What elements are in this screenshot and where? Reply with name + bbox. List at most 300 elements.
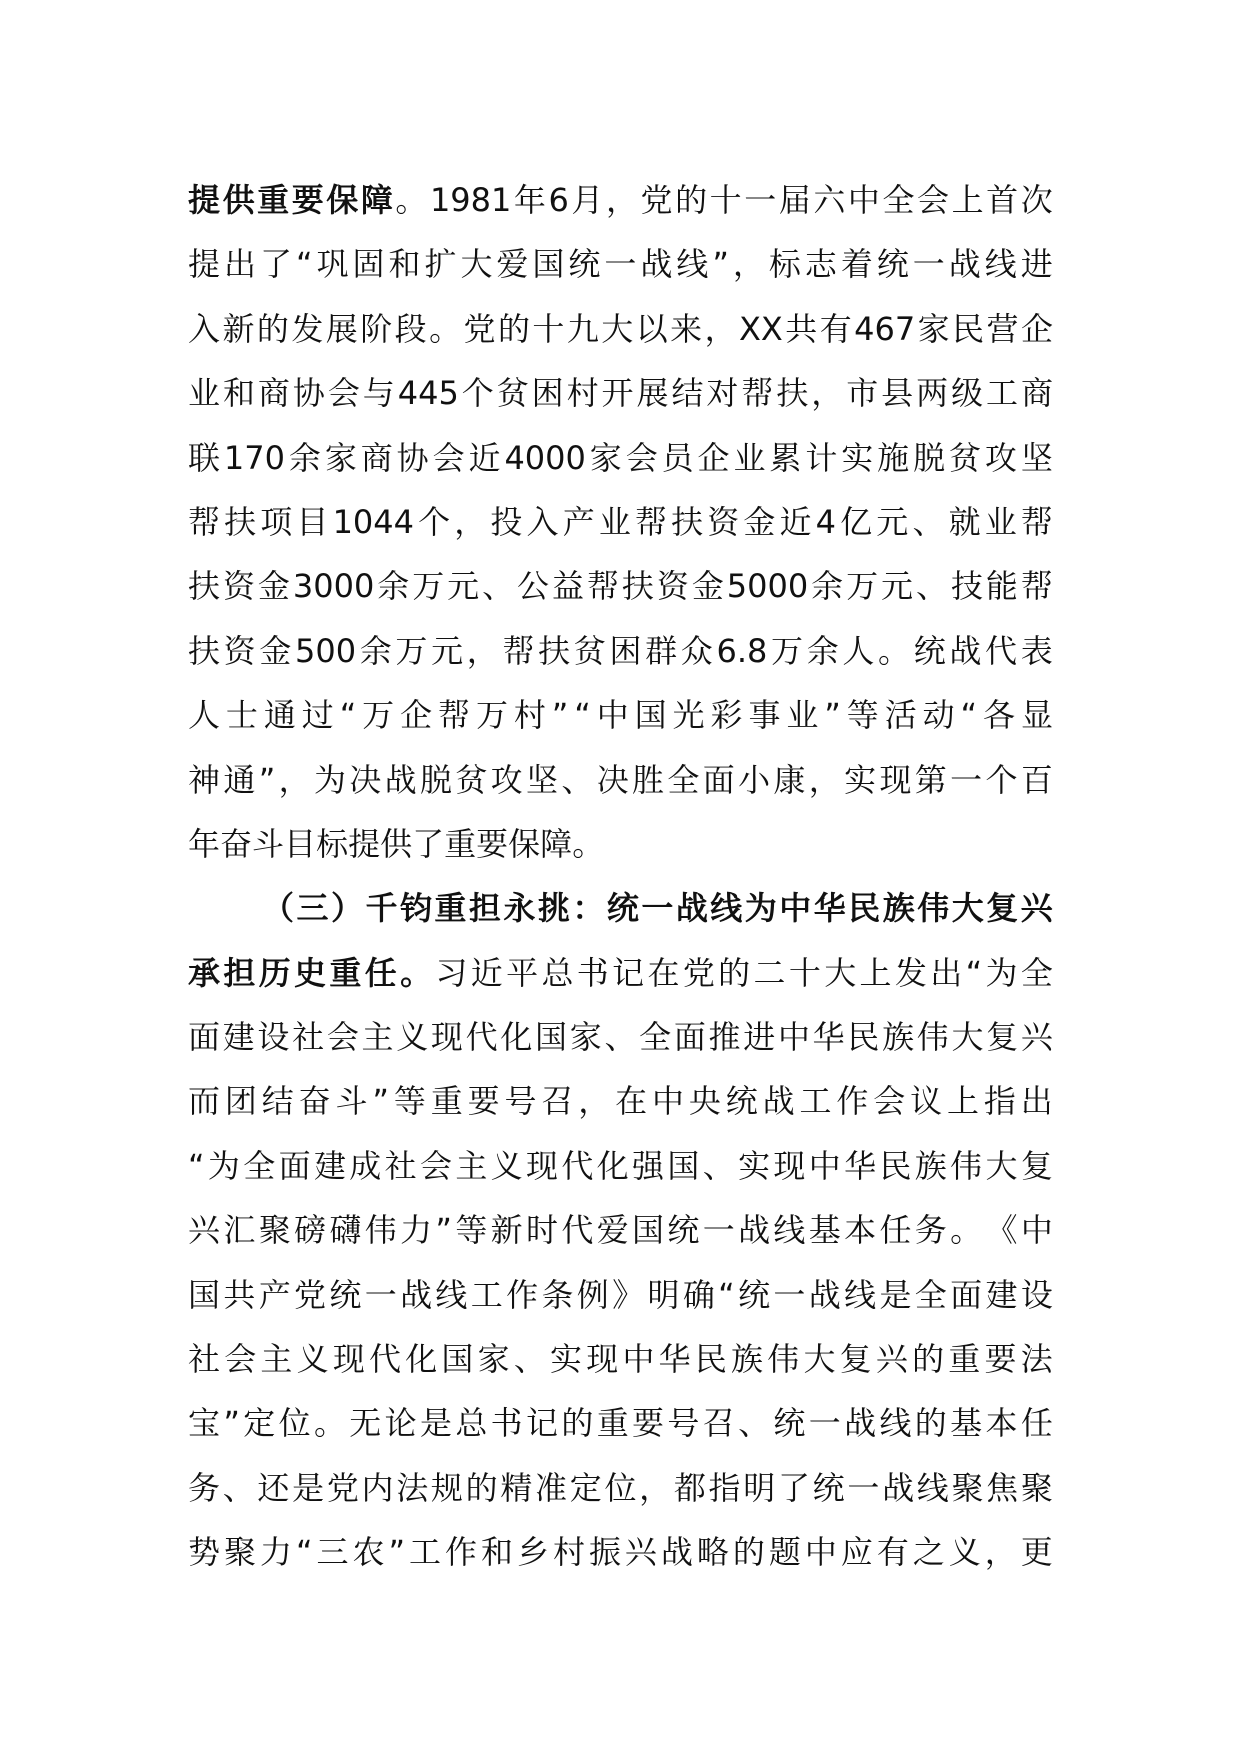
text-run: 员 (661, 438, 694, 477)
text-run: “ (188, 1146, 205, 1185)
text-run: 民 (952, 309, 985, 348)
text-run: 中 (777, 1018, 810, 1057)
text-run: 明 (743, 1468, 776, 1507)
text-run: 入 (188, 309, 221, 348)
text-run: 义 (948, 1533, 981, 1572)
text-run: 战 (400, 1275, 433, 1314)
text-run: 为 (744, 889, 777, 928)
text-run: 产 (562, 502, 595, 541)
text-run: 工 (986, 374, 1019, 413)
text-run: 协 (396, 438, 429, 477)
text-run: 金 (257, 567, 290, 606)
text-run: 事 (748, 696, 781, 735)
text-run: 共 (223, 1275, 256, 1314)
text-run: 胜 (632, 760, 665, 799)
text-run: 复 (1020, 1146, 1053, 1185)
text-run: 全 (639, 1018, 672, 1057)
text-run: 、 (513, 1340, 546, 1379)
text-run: 会 (625, 438, 658, 477)
text-run: ” (712, 245, 729, 284)
text-run: 题 (768, 1533, 801, 1572)
text-run: “ (295, 245, 313, 284)
text-run: 过 (301, 696, 334, 735)
text-run: 作 (445, 1533, 478, 1572)
text-run: 次 (1020, 181, 1053, 219)
text-run: 有 (876, 1533, 909, 1572)
text-run: ） (330, 889, 363, 928)
text-run: 本 (985, 1404, 1018, 1443)
text-run: 6.8 (716, 631, 768, 670)
text-run: 是 (879, 1275, 912, 1314)
text-run: 和 (222, 374, 255, 413)
text-run: 战 (808, 1275, 841, 1314)
text-line (188, 748, 1053, 812)
text-run: 提 (188, 245, 221, 284)
text-run: 召 (702, 1404, 735, 1443)
text-run: “ (339, 696, 357, 735)
text-run: 现 (586, 1340, 619, 1379)
text-run: 基 (950, 1404, 983, 1443)
text-run: 华 (658, 1340, 691, 1379)
text-run: 对 (706, 374, 739, 413)
text-run: 要 (291, 181, 324, 219)
text-run: 为 (313, 760, 346, 799)
text-run: ： (572, 889, 605, 928)
text-run: 5000 (726, 567, 809, 606)
text-run: 要 (467, 1082, 500, 1121)
text-run: 展 (636, 374, 669, 413)
text-run: 出 (930, 953, 963, 992)
text-run: 动 (922, 696, 955, 735)
text-run: XX (739, 309, 783, 348)
text-run: 钧 (399, 889, 432, 928)
document-page (188, 168, 1053, 1585)
text-run: 一 (912, 245, 945, 284)
text-run: 代 (369, 1340, 402, 1379)
text-run: 国 (667, 1146, 700, 1185)
text-run: 党 (640, 181, 673, 219)
text-run: 化 (596, 1146, 629, 1185)
text-run: 开 (601, 374, 634, 413)
text-run: ， (639, 1468, 672, 1507)
text-run: 位 (604, 1468, 637, 1507)
text-run: 精 (500, 1468, 533, 1507)
text-run: 业 (733, 438, 766, 477)
text-run: 业 (598, 502, 631, 541)
text-run: 。 (572, 824, 605, 863)
text-run: ， (704, 309, 737, 348)
text-run: 主 (455, 1146, 488, 1185)
text-run: 定 (569, 1468, 602, 1507)
text-run: 规 (430, 1468, 463, 1507)
text-run: 的 (561, 1404, 594, 1443)
text-line (188, 683, 1053, 747)
text-run: 。 (429, 309, 462, 348)
text-run: 统 (725, 1082, 758, 1121)
text-run: 人 (188, 696, 221, 735)
text-run: 上 (946, 1082, 979, 1121)
text-run: 金 (743, 502, 776, 541)
text-run: 与 (362, 374, 395, 413)
text-run: 攻 (984, 438, 1017, 477)
text-run: 新 (222, 309, 255, 348)
text-run: 万 (395, 631, 428, 670)
text-run: 挑 (537, 889, 570, 928)
text-run: 中 (779, 889, 812, 928)
text-run: 要 (476, 824, 509, 863)
text-run: 万 (846, 567, 879, 606)
text-run: 统 (329, 1275, 362, 1314)
text-run: 磅 (294, 1211, 327, 1250)
text-run: 实 (844, 760, 877, 799)
text-run: 号 (667, 1404, 700, 1443)
text-run: 资 (707, 502, 740, 541)
text-run: 中 (808, 1146, 841, 1185)
text-run: 义 (296, 1340, 329, 1379)
text-line (188, 619, 1053, 683)
text-run: 伟 (916, 1018, 949, 1057)
text-run: 现 (526, 1146, 559, 1185)
text-run: 任 (879, 1211, 912, 1250)
text-run: ” (258, 760, 276, 799)
text-line (188, 941, 1053, 1005)
text-run: 供 (222, 181, 255, 219)
text-run: 聚 (1020, 1468, 1053, 1507)
text-run: 表 (1020, 631, 1053, 670)
text-run: 准 (535, 1468, 568, 1507)
text-run: 线 (435, 1275, 468, 1314)
text-run: 历 (258, 953, 291, 992)
text-run: 工 (799, 1082, 832, 1121)
text-run: 的 (718, 953, 751, 992)
text-run: 国 (632, 1211, 665, 1250)
text-run: 央 (688, 1082, 721, 1121)
text-run: 、 (702, 1146, 735, 1185)
text-run: 。 (395, 181, 428, 219)
text-run: 个 (461, 374, 494, 413)
text-run: 标 (316, 824, 349, 863)
text-run: 战 (949, 631, 982, 670)
text-run: 爱 (596, 1211, 629, 1250)
text-run: 上 (859, 953, 892, 992)
text-run: 现 (773, 1146, 806, 1185)
text-run: ” (388, 1533, 406, 1572)
text-run: 兴 (1020, 1018, 1053, 1057)
text-run: 千 (365, 889, 398, 928)
text-run: 焦 (986, 1468, 1019, 1507)
text-run: 会 (432, 438, 465, 477)
text-run: 发 (291, 309, 324, 348)
text-run: ， (808, 760, 841, 799)
text-run: 代 (561, 1211, 594, 1250)
text-line (188, 1134, 1053, 1198)
text-run: 目 (296, 502, 329, 541)
text-run: 记 (612, 953, 645, 992)
text-run: 战 (738, 1211, 771, 1250)
text-run: 出 (223, 245, 256, 284)
text-run: 一 (808, 1404, 841, 1443)
text-run: 重 (329, 953, 362, 992)
text-run: 指 (983, 1082, 1016, 1121)
text-run: 务 (188, 1468, 221, 1507)
text-run: 资 (656, 567, 689, 606)
text-run: 力 (259, 1533, 292, 1572)
text-run: 重 (948, 1340, 981, 1379)
text-run: 阶 (360, 309, 393, 348)
text-run: ” (824, 696, 841, 735)
text-run: 中 (651, 1082, 684, 1121)
text-run: 等 (846, 696, 879, 735)
text-run: 、 (916, 567, 949, 606)
text-run: 九 (566, 309, 599, 348)
text-run: 一 (950, 760, 983, 799)
text-line (188, 168, 1053, 232)
text-run: 营 (986, 309, 1019, 348)
text-run: ， (732, 245, 765, 284)
text-run: 的 (465, 1468, 498, 1507)
text-run: 更 (1020, 1533, 1053, 1572)
text-run: 重 (257, 181, 290, 219)
text-run: 永 (503, 889, 536, 928)
text-run: 强 (632, 1146, 665, 1185)
text-run: 务 (914, 1211, 947, 1250)
text-run: 近 (470, 953, 503, 992)
text-run: 化 (500, 1018, 533, 1057)
text-run: 企 (697, 438, 730, 477)
text-run: 线 (916, 1468, 949, 1507)
text-run: “ (965, 953, 983, 992)
text-run: 贫 (455, 760, 488, 799)
text-run: 建 (222, 1018, 255, 1057)
text-line (188, 1456, 1053, 1520)
text-run: 来 (670, 309, 703, 348)
text-run: 内 (361, 1468, 394, 1507)
text-run: 现 (430, 1018, 463, 1057)
text-run: 大 (460, 245, 493, 284)
text-run: 企 (1020, 309, 1053, 348)
text-run: 一 (604, 245, 637, 284)
text-run: 扶 (188, 631, 221, 670)
text-line (188, 426, 1053, 490)
text-run: 党 (682, 953, 715, 992)
text-run: 复 (986, 1018, 1019, 1057)
text-run: 书 (576, 953, 609, 992)
text-run: 斗 (252, 824, 285, 863)
text-run: 扶 (671, 502, 704, 541)
text-run: 困 (531, 374, 564, 413)
text-run: 国 (188, 1275, 221, 1314)
text-run: 复 (839, 1340, 872, 1379)
text-run: 万 (771, 631, 804, 670)
text-run: 时 (526, 1211, 559, 1250)
text-run: 坚 (526, 760, 559, 799)
text-run: 现 (332, 1340, 365, 1379)
text-run: 业 (188, 374, 221, 413)
text-run: 作 (836, 1082, 869, 1121)
text-run: 和 (480, 1533, 513, 1572)
text-run: 固 (352, 245, 385, 284)
text-run: 社 (292, 1018, 325, 1057)
text-run: 实 (550, 1340, 583, 1379)
text-run: 还 (257, 1468, 290, 1507)
text-run: 万 (475, 696, 508, 735)
text-run: 一 (641, 889, 674, 928)
text-run: 万 (362, 696, 395, 735)
text-run: 商 (257, 374, 290, 413)
text-run: 全 (667, 760, 700, 799)
text-run: 书 (490, 1404, 523, 1443)
text-run: 的 (497, 309, 530, 348)
text-run: 家 (324, 438, 357, 477)
text-run: 义 (490, 1146, 523, 1185)
text-run: 通 (263, 696, 296, 735)
text-run: 、 (561, 760, 594, 799)
text-line (188, 1263, 1053, 1327)
text-run: “ (295, 1533, 313, 1572)
text-run: 进 (743, 1018, 776, 1057)
text-run: 基 (808, 1211, 841, 1250)
text-run: 显 (1020, 696, 1053, 735)
text-run: 。 (400, 953, 433, 992)
text-run: 党 (326, 1468, 359, 1507)
text-run: 了 (259, 245, 292, 284)
text-run: ” (435, 1211, 452, 1250)
text-run: 略 (696, 1533, 729, 1572)
text-run: 亿 (840, 502, 873, 541)
text-run: 金 (691, 567, 724, 606)
text-run: 家 (589, 438, 622, 477)
text-run: ， (454, 502, 487, 541)
text-run: 代 (985, 631, 1018, 670)
text-run: 脱 (419, 760, 452, 799)
text-run: 任 (364, 953, 397, 992)
text-run: 而 (188, 1082, 221, 1121)
text-run: ” (551, 696, 569, 735)
text-run: 团 (224, 1082, 257, 1121)
text-run: 1044 (332, 502, 414, 541)
text-run: 出 (1020, 1082, 1053, 1121)
text-run: 帮 (586, 567, 619, 606)
text-run: 第 (914, 760, 947, 799)
text-run: 会 (327, 374, 360, 413)
text-run: 社 (384, 1146, 417, 1185)
text-run: 元 (876, 502, 909, 541)
text-run: 社 (188, 1340, 221, 1379)
text-run: 坚 (1020, 438, 1053, 477)
text-run: 村 (552, 1533, 585, 1572)
text-run: ， (605, 181, 638, 219)
text-run: 兴 (1020, 889, 1053, 928)
text-run: 代 (561, 1146, 594, 1185)
text-run: 商 (1020, 374, 1053, 413)
text-run: 个 (418, 502, 451, 541)
text-run: 4000 (504, 438, 586, 477)
text-run: ” (372, 1082, 389, 1121)
text-run: 首 (986, 181, 1019, 219)
text-run: 战 (948, 245, 981, 284)
text-run: 群 (645, 631, 678, 670)
text-line (188, 490, 1053, 554)
text-run: 三 (296, 889, 329, 928)
text-run: 会 (873, 1082, 906, 1121)
text-run: 中 (847, 181, 880, 219)
text-run: 467 (854, 309, 916, 348)
text-line (188, 554, 1053, 618)
text-run: 金 (259, 631, 292, 670)
text-run: 帮 (188, 502, 221, 541)
text-run: 是 (292, 1468, 325, 1507)
text-run: 复 (986, 889, 1019, 928)
text-run: 年 (513, 181, 546, 219)
text-run: 华 (812, 1018, 845, 1057)
text-run: 主 (260, 1340, 293, 1379)
text-run: 攻 (490, 760, 523, 799)
text-run: 统 (738, 1275, 771, 1314)
text-run: 余 (288, 438, 321, 477)
text-run: 近 (779, 502, 812, 541)
text-run: 战 (660, 1533, 693, 1572)
text-run: 大 (601, 309, 634, 348)
text-run: 困 (609, 631, 642, 670)
text-run: 士 (225, 696, 258, 735)
text-run: 届 (778, 181, 811, 219)
text-run: 战 (675, 889, 708, 928)
text-run: 战 (640, 245, 673, 284)
text-run: 大 (951, 1018, 984, 1057)
text-run: 六 (813, 181, 846, 219)
text-run: 面 (278, 1146, 311, 1185)
text-run: 百 (1020, 760, 1053, 799)
text-run: 指 (708, 1468, 741, 1507)
text-run: 资 (223, 631, 256, 670)
text-run: 贫 (496, 374, 529, 413)
text-run: 3000 (292, 567, 375, 606)
text-run: 全 (914, 1275, 947, 1314)
text-run: 结 (671, 374, 704, 413)
text-run: 华 (844, 1146, 877, 1185)
text-run: 中 (596, 696, 629, 735)
text-run: 现 (879, 760, 912, 799)
text-run: 月 (571, 181, 604, 219)
text-run: 1981 (429, 181, 512, 219)
text-run: 化 (405, 1340, 438, 1379)
text-run: 奋 (298, 1082, 331, 1121)
text-run: 三 (316, 1533, 349, 1572)
text-run: 等 (393, 1082, 426, 1121)
text-run: 障 (360, 181, 393, 219)
text-run: 重 (444, 824, 477, 863)
text-run: 协 (292, 374, 325, 413)
text-run: 号 (504, 1082, 537, 1121)
text-run: 面 (673, 1018, 706, 1057)
text-run: 工 (470, 1275, 503, 1314)
text-run: 面 (702, 760, 735, 799)
text-run: 投 (490, 502, 523, 541)
text-run: 在 (647, 953, 680, 992)
text-run: 提 (348, 824, 381, 863)
text-run: 通 (223, 760, 256, 799)
text-run: 村 (513, 696, 546, 735)
text-run: 例 (576, 1275, 609, 1314)
text-run: 统 (606, 889, 639, 928)
text-run: 帮 (438, 696, 471, 735)
text-run: 一 (847, 1468, 880, 1507)
text-run: 全 (243, 1146, 276, 1185)
text-run: 国 (532, 245, 565, 284)
text-run: 累 (769, 438, 802, 477)
text-run: 段 (394, 309, 427, 348)
text-run: 中 (804, 1533, 837, 1572)
